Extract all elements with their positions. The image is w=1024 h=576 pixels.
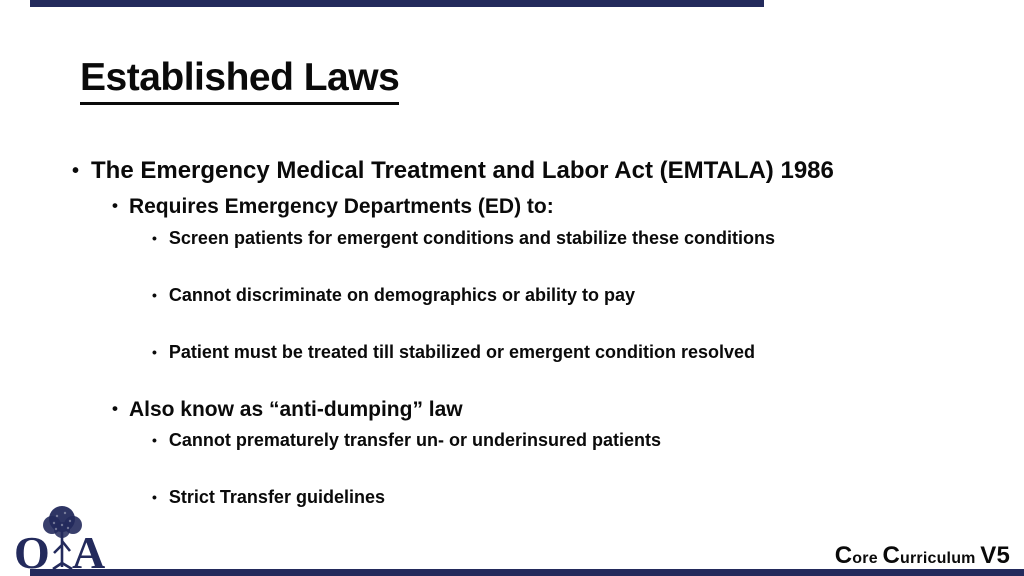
bullet-premature-transfer [152, 430, 661, 452]
bullet-icon: • [152, 432, 157, 448]
bullet-anti-dumping [112, 397, 463, 422]
top-accent-bar [30, 0, 764, 7]
bottom-accent-bar [30, 569, 1024, 576]
bullet-text: Strict Transfer guidelines [168, 487, 385, 507]
branding-part: C [882, 542, 900, 569]
ota-logo [12, 501, 112, 573]
bullet-icon: • [112, 196, 118, 215]
branding-part: C [834, 542, 853, 569]
bullet-emtala [72, 157, 834, 186]
logo-letter-a: A [72, 527, 106, 573]
bullet-screen-patients [152, 228, 775, 250]
bullet-treated-till-stabilized [152, 342, 755, 364]
bullet-text: Cannot prematurely transfer un- or underinsured patients [168, 430, 661, 450]
bullet-icon: • [112, 399, 118, 418]
bullet-text: Cannot discriminate on demographics or ability to pay [168, 285, 635, 305]
bullet-text: Also know as “anti-dumping” law [128, 398, 463, 421]
branding-part: ore [852, 550, 883, 567]
slide-title: Established Laws [80, 56, 399, 105]
tree-trunk [53, 531, 72, 569]
core-curriculum-version [835, 544, 1010, 568]
bullet-text: The Emergency Medical Treatment and Labor Act (EMTALA) 1986 [91, 157, 834, 184]
bullet-cannot-discriminate [152, 285, 635, 307]
ota-tree-logo-icon [12, 501, 112, 573]
branding-part: V5 [980, 542, 1010, 569]
logo-letter-o: O [14, 527, 50, 573]
bullet-icon: • [72, 160, 80, 182]
branding-part: urriculum [900, 550, 981, 567]
bullet-icon: • [152, 489, 157, 505]
bullet-requires-ed [112, 194, 554, 219]
bullet-text: Patient must be treated till stabilized or emergent condition resolved [168, 342, 756, 362]
bullet-icon: • [152, 287, 157, 303]
bullet-icon: • [152, 344, 157, 360]
bullet-icon: • [152, 230, 157, 246]
bullet-transfer-guidelines [152, 487, 385, 509]
bullet-text: Requires Emergency Departments (ED) to: [128, 195, 554, 218]
bullet-text: Screen patients for emergent conditions and stabilize these conditions [168, 228, 776, 248]
